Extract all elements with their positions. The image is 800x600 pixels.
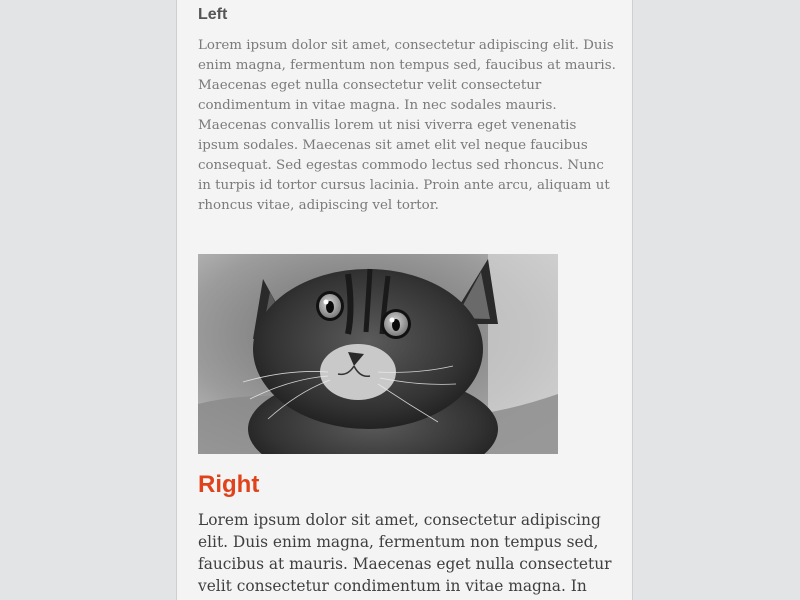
kitten-image bbox=[198, 254, 558, 454]
right-heading: Right bbox=[198, 471, 260, 498]
content-column bbox=[176, 0, 633, 600]
left-body-text: Lorem ipsum dolor sit amet, consectetur adipiscing elit. Duis enim magna, fermentum non tempus sed, faucibus at mauris. Maecenas eget nulla consectetur velit consectetur condimentum in vitae magna. In nec sodales mauris. Maecenas convallis lorem ut nisi viverra eget venenatis ipsum sodales. Maecenas sit amet elit vel neque faucibus consequat. Sed egestas commodo lectus sed rhoncus. Nunc in turpis id tortor cursus lacinia. Proin ante arcu, aliquam ut rhoncus vitae, adipiscing vel tortor. bbox=[198, 38, 616, 213]
left-heading: Left bbox=[198, 6, 228, 23]
right-body-text: Lorem ipsum dolor sit amet, consectetur adipiscing elit. Duis enim magna, fermentum non tempus sed, faucibus at mauris. Maecenas eget nulla consectetur velit consectetur condimentum in vitae magna. In bbox=[198, 511, 612, 595]
kitten-photo bbox=[198, 254, 558, 454]
